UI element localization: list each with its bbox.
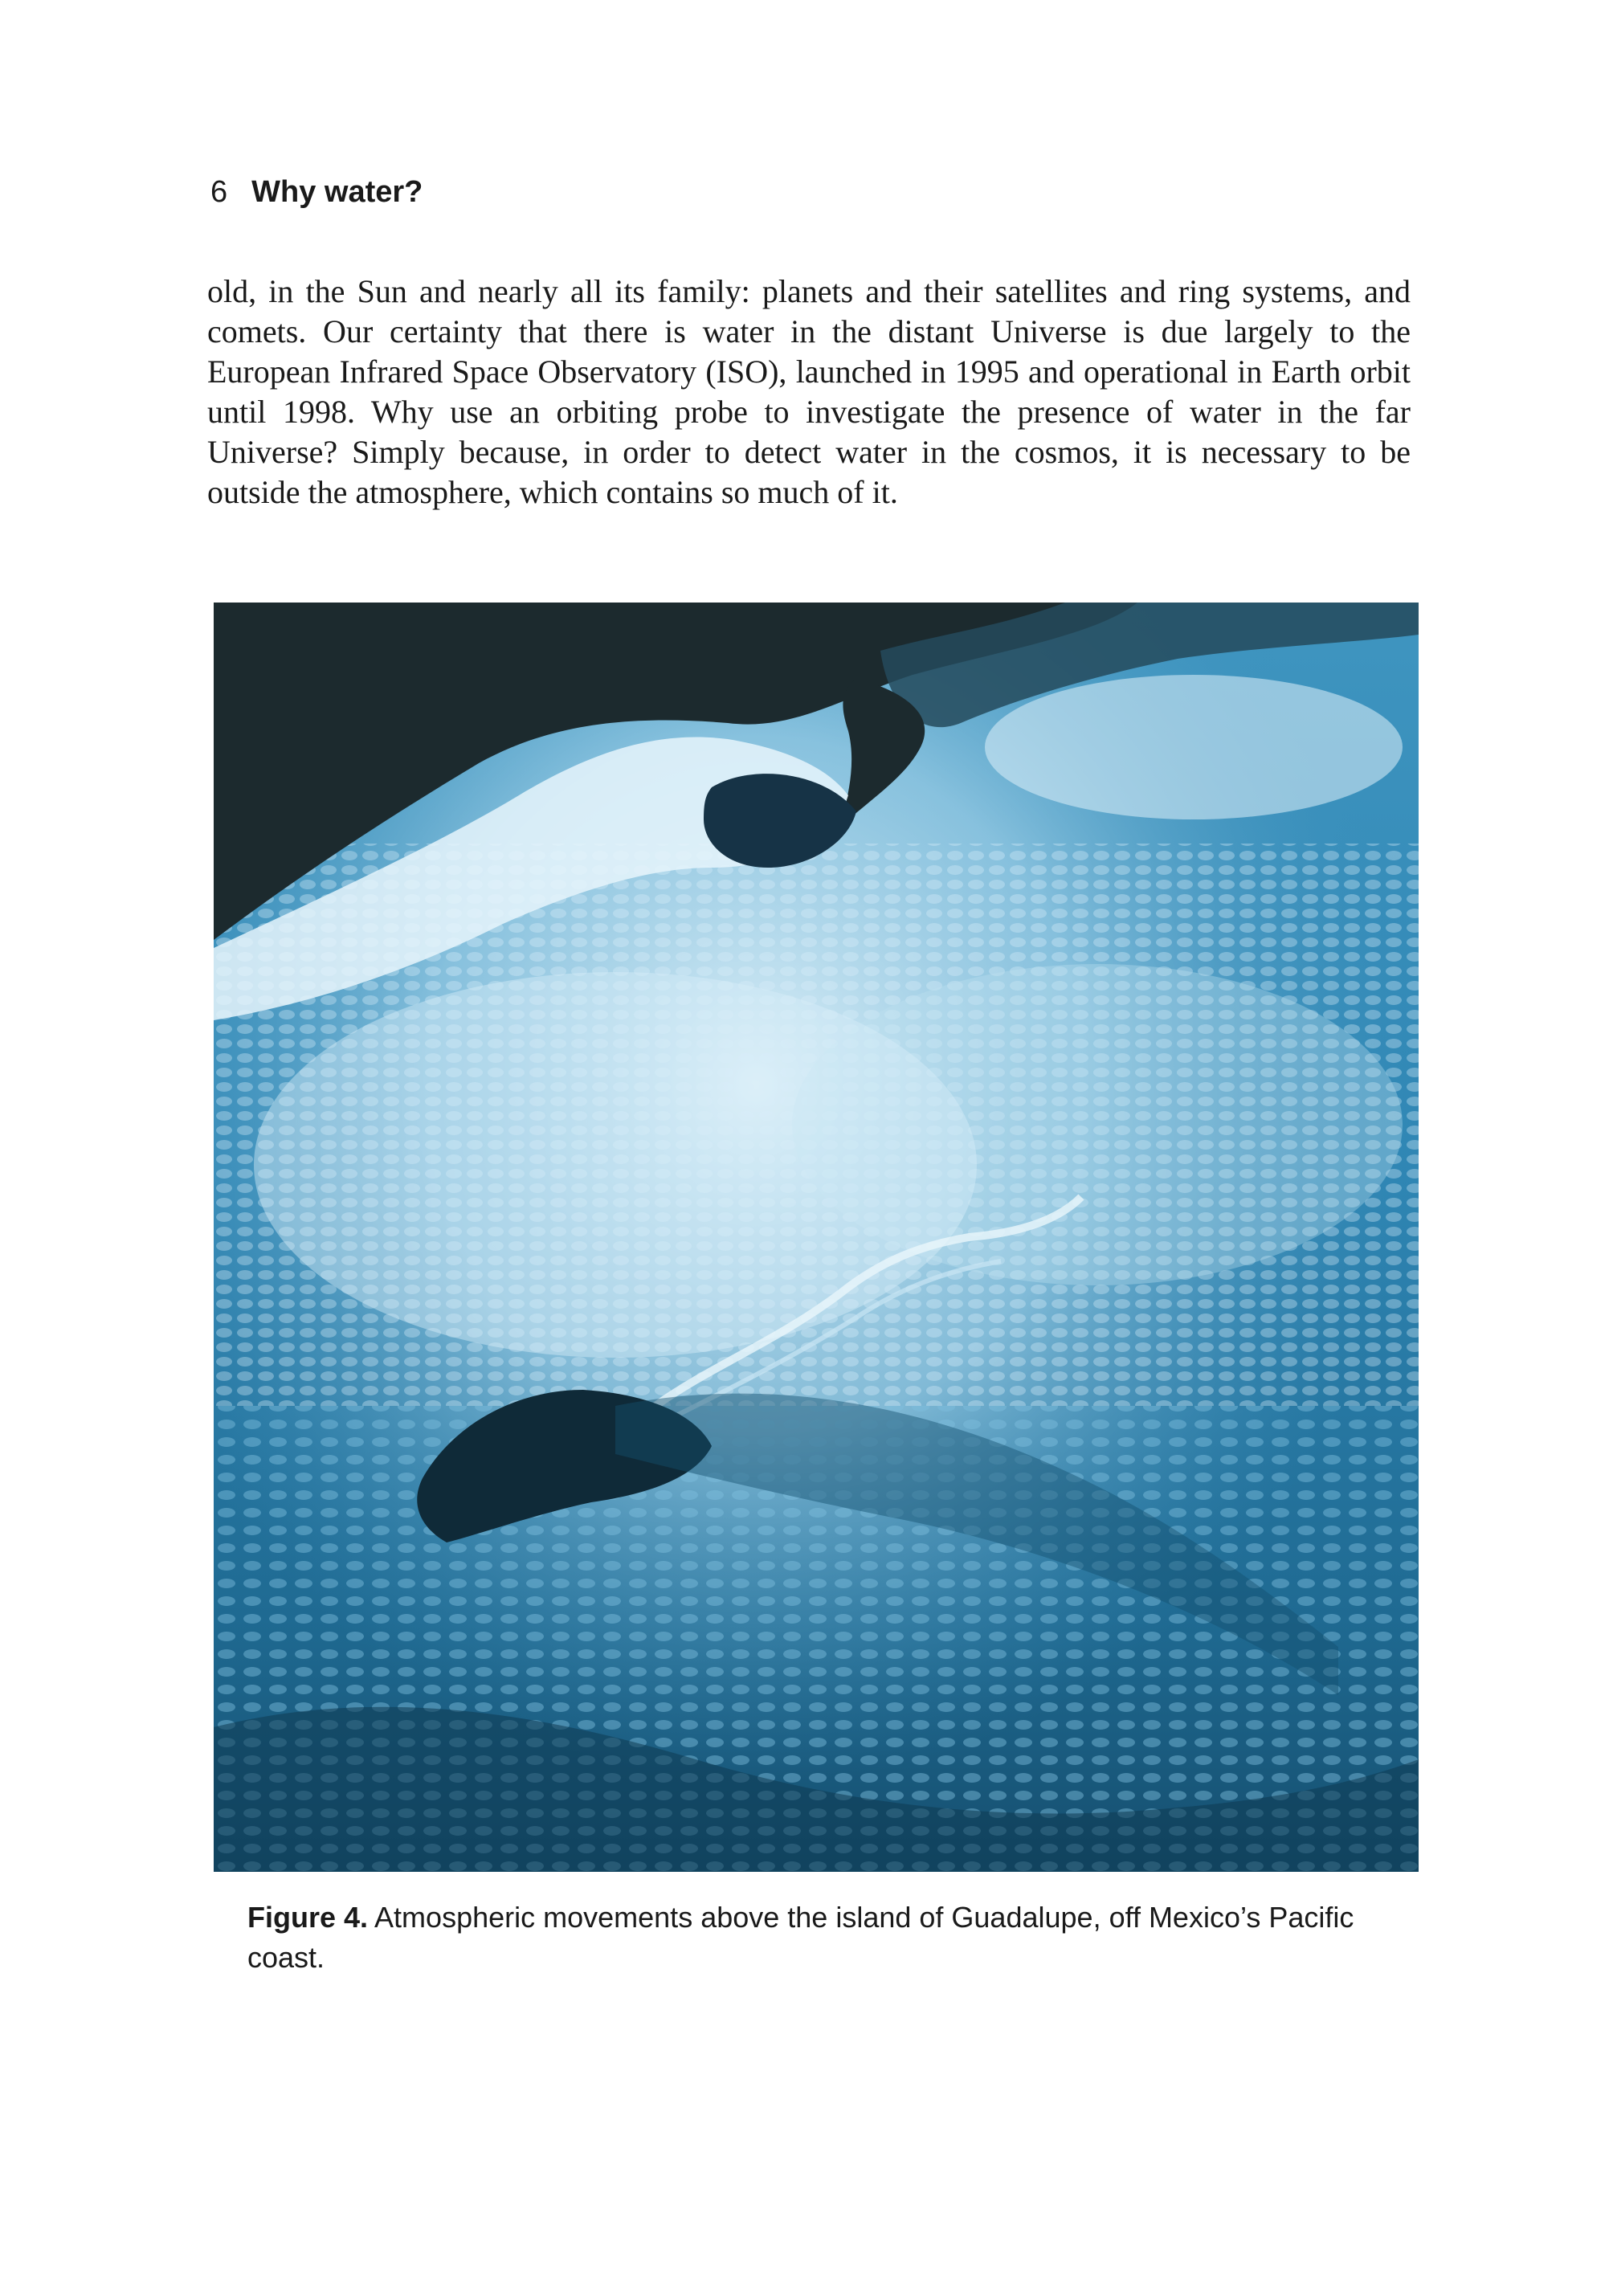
figure-caption	[247, 1898, 1404, 1978]
satellite-photo-illustration	[214, 603, 1419, 1872]
figure-photo	[214, 603, 1419, 1872]
running-head	[210, 172, 423, 212]
page-number: 6	[210, 175, 228, 209]
body-paragraph: old, in the Sun and nearly all its family: planets and their satellites and ring systems, and comets. Our certainty that there is water in the distant Universe is due largely to the European Infrared Space Observatory (ISO), launched in 1995 and operational in Earth orbit until 1998. Why use an orbiting probe to investigate the presence of water in the far Universe? Simply because, in order to detect water in the cosmos, it is necessary to be outside the atmosphere, which contains so much of it.	[207, 273, 1411, 510]
figure-label: Figure 4.	[247, 1901, 369, 1934]
figure-caption-text: Atmospheric movements above the island of Guadalupe, off Mexico’s Pacific coast.	[247, 1901, 1354, 1974]
chapter-title: Why water?	[251, 175, 423, 209]
